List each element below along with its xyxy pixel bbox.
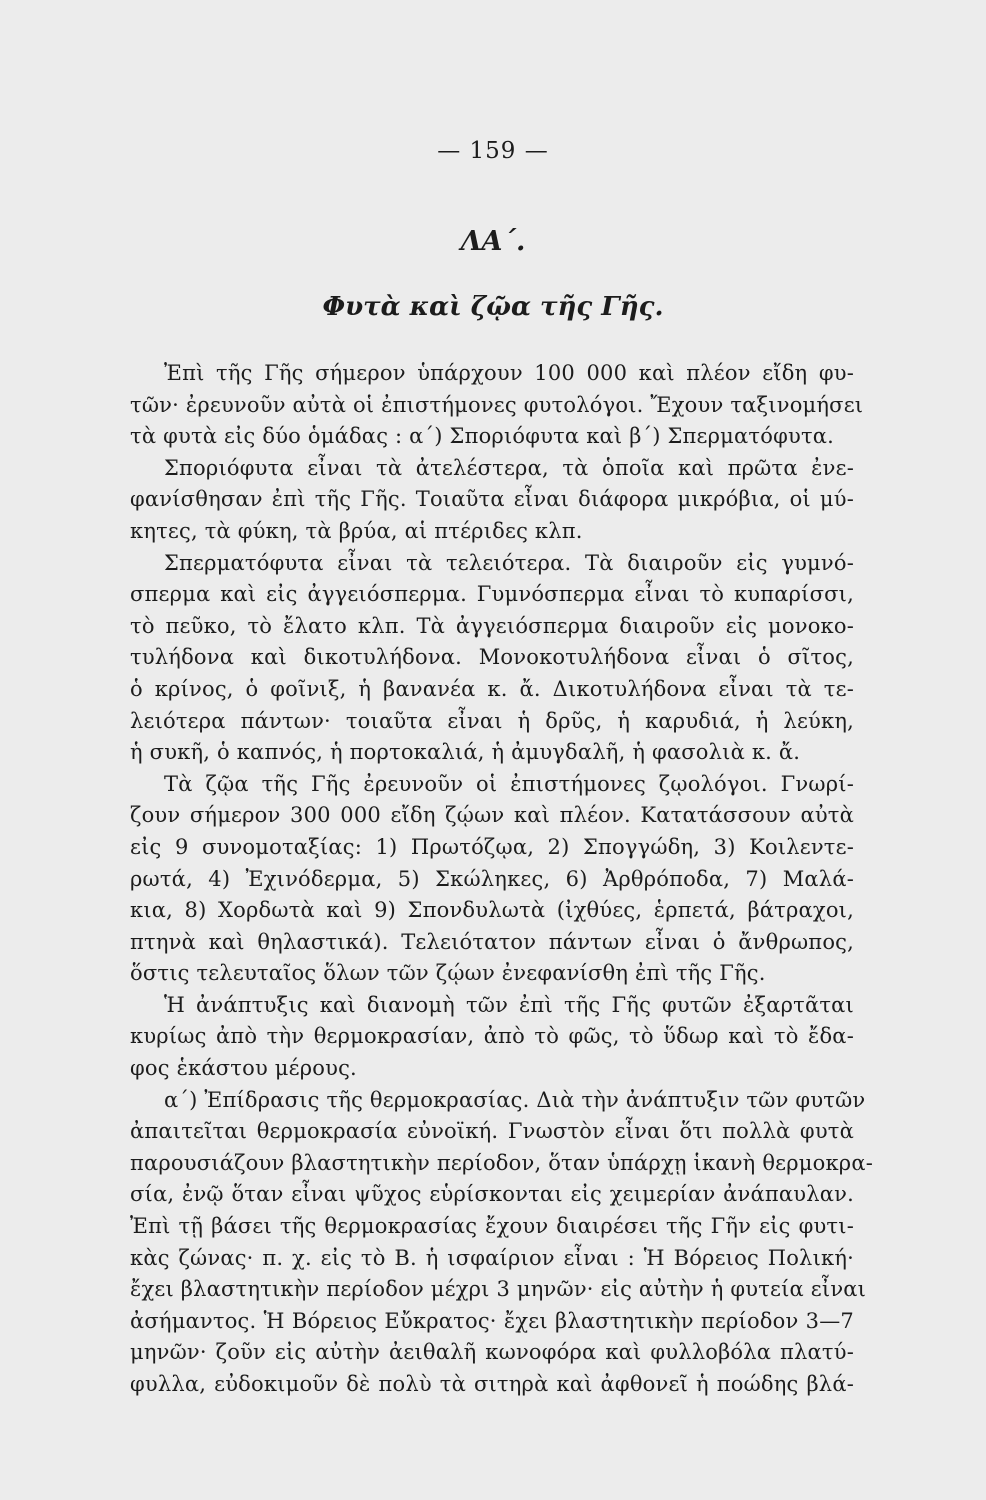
text-line: Ἡ ἀνάπτυξις καὶ διανομὴ τῶν ἐπὶ τῆς Γῆς φυτῶν ἐξαρτᾶται xyxy=(164,992,854,1017)
text-line: τῶν· ἐρευνοῦν αὐτὰ οἱ ἐπιστήμονες φυτολόγοι. Ἔχουν ταξινομήσει xyxy=(130,392,864,417)
text-line: Τὰ ζῷα τῆς Γῆς ἐρευνοῦν οἱ ἐπιστήμονες ζῳολόγοι. Γνωρί- xyxy=(164,771,854,796)
text-line: λειότερα πάντων· τοιαῦτα εἶναι ἡ δρῦς, ἡ καρυδιά, ἡ λεύκη, xyxy=(130,708,854,733)
text-line: κια, 8) Χορδωτὰ καὶ 9) Σπονδυλωτὰ (ἰχθύες, ἑρπετά, βάτραχοι, xyxy=(130,898,854,923)
text-line: τὸ πεῦκο, τὸ ἔλατο κλπ. Τὰ ἀγγειόσπερμα διαιροῦν εἰς μονοκο- xyxy=(130,613,854,638)
page-title: Φυτὰ καὶ ζῷα τῆς Γῆς. xyxy=(322,292,664,322)
text-line: ἡ συκῆ, ὁ καπνός, ἡ πορτοκαλιά, ἡ ἀμυγδαλῆ, ἡ φασολιὰ κ. ἄ. xyxy=(130,740,801,765)
text-line: τὰ φυτὰ εἰς δύο ὁμάδας : α΄) Σποριόφυτα καὶ β΄) Σπερματόφυτα. xyxy=(130,424,835,449)
text-line: ρωτά, 4) Ἐχινόδερμα, 5) Σκώληκες, 6) Ἀρθρόποδα, 7) Μαλά- xyxy=(130,866,854,891)
body-text xyxy=(130,358,874,1401)
text-line: Ἐπὶ τῇ βάσει τῆς θερμοκρασίας ἔχουν διαιρέσει τῆς Γῆν εἰς φυτι- xyxy=(130,1214,854,1239)
text-line: κὰς ζώνας· π. χ. εἰς τὸ Β. ἡ ισφαίριον εἶναι : Ἡ Βόρειος Πολική· xyxy=(130,1245,854,1270)
text-line: ἔχει βλαστητικὴν περίοδον μέχρι 3 μηνῶν· εἰς αὐτὴν ἡ φυτεία εἶναι xyxy=(130,1277,867,1302)
text-line: φυλλα, εὐδοκιμοῦν δὲ πολὺ τὰ σιτηρὰ καὶ ἀφθονεῖ ἡ ποώδης βλά- xyxy=(130,1372,854,1396)
text-line: φος ἑκάστου μέρους. xyxy=(130,1056,357,1081)
text-line: μηνῶν· ζοῦν εἰς αὐτὴν ἀειθαλῆ κωνοφόρα καὶ φυλλοβόλα πλατύ- xyxy=(130,1340,854,1365)
text-line: σπερμα καὶ εἰς ἀγγειόσπερμα. Γυμνόσπερμα εἶναι τὸ κυπαρίσσι, xyxy=(130,582,854,607)
text-line: κυρίως ἀπὸ τὴν θερμοκρασίαν, ἀπὸ τὸ φῶς, τὸ ὕδωρ καὶ τὸ ἔδα- xyxy=(130,1024,854,1049)
text-line: τυλήδονα καὶ δικοτυλήδονα. Μονοκοτυλήδονα εἶναι ὁ σῖτος, xyxy=(130,645,854,670)
text-line: ἀσήμαντος. Ἡ Βόρειος Εὔκρατος· ἔχει βλαστητικὴν περίοδον 3—7 xyxy=(130,1308,854,1333)
text-line: πτηνὰ καὶ θηλαστικά). Τελειότατον πάντων εἶναι ὁ ἄνθρωπος, xyxy=(130,929,854,954)
text-line: εἰς 9 συνομοταξίας: 1) Πρωτόζῳα, 2) Σπογγώδη, 3) Κοιλεντε- xyxy=(130,834,854,859)
text-line: ζουν σήμερον 300 000 εἴδη ζῴων καὶ πλέον. Κατατάσσουν αὐτὰ xyxy=(130,803,854,828)
text-line: Ἐπὶ τῆς Γῆς σήμερον ὑπάρχουν 100 000 καὶ πλέον εἴδη φυ- xyxy=(164,361,854,385)
page-number: — 159 — xyxy=(437,138,549,164)
text-line: ὅστις τελευταῖος ὅλων τῶν ζῴων ἐνεφανίσθη ἐπὶ τῆς Γῆς. xyxy=(130,961,766,986)
text-line: ἀπαιτεῖται θερμοκρασία εὐνοϊκή. Γνωστὸν εἶναι ὅτι πολλὰ φυτὰ xyxy=(130,1119,854,1144)
text-line: Σπερματόφυτα εἶναι τὰ τελειότερα. Τὰ διαιροῦν εἰς γυμνό- xyxy=(164,550,854,575)
text-line: σία, ἐνῷ ὅταν εἶναι ψῦχος εὑρίσκονται εἰς χειμερίαν ἀνάπαυλαν. xyxy=(130,1182,854,1207)
text-line: α΄) Ἐπίδρασις τῆς θερμοκρασίας. Διὰ τὴν ἀνάπτυξιν τῶν φυτῶν xyxy=(164,1087,866,1112)
text-line: κητες, τὰ φύκη, τὰ βρύα, αἱ πτέριδες κλπ. xyxy=(130,518,583,543)
text-line: φανίσθησαν ἐπὶ τῆς Γῆς. Τοιαῦτα εἶναι διάφορα μικρόβια, οἱ μύ- xyxy=(130,487,854,512)
text-line: Σποριόφυτα εἶναι τὰ ἀτελέστερα, τὰ ὁποῖα καὶ πρῶτα ἐνε- xyxy=(164,455,854,480)
text-line: ὁ κρίνος, ὁ φοῖνιξ, ἡ βανανέα κ. ἄ. Δικοτυλήδονα εἶναι τὰ τε- xyxy=(130,676,854,701)
chapter-heading: ΛΑ΄. xyxy=(460,226,526,257)
text-line: παρουσιάζουν βλαστητικὴν περίοδον, ὅταν ὑπάρχῃ ἱκανὴ θερμοκρα- xyxy=(130,1150,874,1175)
